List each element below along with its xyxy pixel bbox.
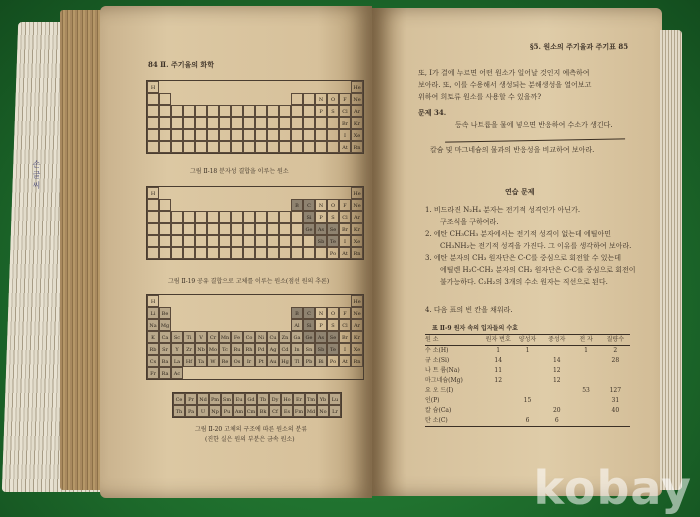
table-header: 원자 번호 — [485, 336, 511, 343]
right-header: §5. 원소의 주기율과 주기표 85 — [530, 42, 629, 51]
table-row — [425, 376, 630, 386]
table-cell — [484, 386, 513, 396]
table-cell — [484, 406, 513, 416]
exercise-1b: 구조식을 구하여라. — [440, 218, 499, 226]
table-cell: 11 — [494, 367, 503, 374]
table-cell — [484, 396, 513, 406]
exercise-3b: 에틸렌 H₂C-CH₂ 분자의 CH₂ 원자단은 C-C를 중심으로 회전이 — [440, 266, 636, 274]
table-cell: 2 — [613, 347, 618, 354]
table-header: 질량수 — [606, 336, 625, 343]
table-cell — [484, 416, 513, 426]
page-edges-right — [660, 30, 682, 490]
table-cell: 15 — [523, 397, 532, 404]
table-cell — [513, 386, 542, 396]
table-cell — [513, 376, 542, 386]
table-row — [425, 406, 630, 416]
handwritten-note: 칼슘 및 마그네슘의 물과의 반응성을 비교하여 보아라. — [430, 146, 595, 154]
table-cell: 6 — [554, 417, 559, 424]
exercise-3: 3. 에탄 분자의 CH₃ 원자단은 C-C를 중심으로 회전할 수 있는데 — [425, 254, 622, 262]
table-cell: 1 — [496, 347, 501, 354]
exercise-2: 2. 에탄 CH₃CH₃ 분자에서는 전기적 성격이 없는데 에틸아민 — [425, 230, 612, 238]
table-header: 원 소 — [425, 336, 439, 343]
table-cell: 수 소(H) — [425, 347, 449, 354]
table-cell: 14 — [494, 357, 503, 364]
exercise-1: 1. 비드라진 N₂H₄ 분자는 전기적 성격인가 아닌가. — [425, 206, 581, 214]
table-cell — [601, 366, 630, 376]
table-cell — [571, 396, 600, 406]
table-cell — [513, 406, 542, 416]
caption-3: 그림 Ⅱ-20 고체의 구조에 따른 원소의 분류 — [195, 426, 308, 433]
table-header: 전 자 — [579, 336, 593, 343]
table-row — [425, 396, 630, 406]
table-header: 양성자 — [518, 336, 537, 343]
table-row — [425, 356, 630, 366]
handwriting-margin: 손 글 씨 — [32, 160, 41, 190]
table-row — [425, 386, 630, 396]
table-cell — [513, 356, 542, 366]
periodic-table-3: H He Li Be B C N O F Ne Na Mg Al Si P S Cl Ar K Ca Sc Ti V Cr Mn Fe Co Ni Cu Zn Ga Ge As Se Br Kr Rb Sr Y Zr Nb Mo Tc Ru Rh Pd Ag Cd In Sn Sb Te I Xe Cs Ba La Hf Ta W Re Os Ir Pt Au Hg Tl Pb Bi Po At Rn Fr Ra Ac — [146, 294, 364, 380]
table-cell: 12 — [552, 377, 561, 384]
table-cell: 나 트 륨(Na) — [425, 367, 460, 374]
table-cell — [571, 366, 600, 376]
left-header: 84 Ⅱ. 주기율의 화학 — [148, 60, 214, 69]
caption-2: 그림 Ⅱ-19 공유 결합으로 고체를 이루는 원소(점선 원의 추론) — [168, 278, 330, 285]
periodic-table-2: H He B C N O F Ne Si P S Cl Ar Ge As Se Br Kr Sb Te I Xe Po At Rn — [146, 186, 364, 260]
table-title: 표 Ⅱ-9 원자 속의 입자들의 수효 — [432, 325, 518, 332]
table-cell: 6 — [525, 417, 530, 424]
question-34-text: 등속 나트륨을 물에 넣으면 반응하여 수소가 생긴다. — [455, 121, 613, 129]
table-cell — [601, 416, 630, 426]
watermark-logo: kobay — [533, 461, 692, 515]
table-cell: 1 — [525, 347, 530, 354]
table-cell: 규 소(Si) — [425, 357, 450, 364]
table-cell: 127 — [609, 387, 622, 394]
lanthanide-row: Ce Pr Nd Pm Sm Eu Gd Tb Dy Ho Er Tm Yb Lu Th Pa U Np Pu Am Cm Bk Cf Es Fm Md No Lr — [172, 392, 342, 418]
table-cell — [571, 376, 600, 386]
table-cell — [571, 416, 600, 426]
table-cell — [542, 396, 571, 406]
section-title: 연습 문제 — [505, 187, 535, 196]
particle-table — [425, 334, 630, 427]
exercise-4: 4. 다음 표의 빈 칸을 채워라. — [425, 306, 513, 314]
table-cell: 28 — [611, 357, 620, 364]
table-cell — [542, 346, 571, 356]
table-row — [425, 366, 630, 376]
table-cell: 20 — [552, 407, 561, 414]
caption-1: 그림 Ⅱ-18 분자성 결합을 이루는 원소 — [190, 168, 289, 175]
caption-3b: (진한 실은 원의 부분은 금속 원소) — [205, 436, 295, 443]
table-cell: 요 오 드(I) — [425, 387, 454, 394]
table-cell: 14 — [552, 357, 561, 364]
table-cell — [542, 386, 571, 396]
table-cell: 12 — [494, 377, 503, 384]
table-cell: 53 — [582, 387, 590, 394]
table-cell: 1 — [584, 347, 588, 354]
table-cell — [571, 406, 600, 416]
table-cell: 31 — [611, 397, 620, 404]
table-cell: 12 — [552, 367, 561, 374]
table-cell — [513, 366, 542, 376]
periodic-table-1: H He N O F Ne P S Cl Ar Br Kr I Xe At Rn — [146, 80, 364, 154]
table-cell: 40 — [611, 407, 620, 414]
paragraph-line-3: 위하여 희토류 원소를 사용할 수 있을까? — [418, 93, 542, 101]
paragraph-line-1: 또, I가 결에 누르면 어떤 원소가 일어날 것인지 예측하여 — [418, 69, 590, 77]
paragraph-line-2: 보아라. 또, 이를 수용해서 생성되는 분해생성을 열어보고 — [418, 81, 592, 89]
table-header: 중성자 — [548, 336, 566, 343]
table-cell — [571, 356, 600, 366]
table-cell: 인(P) — [425, 397, 440, 404]
table-cell: 마그네슘(Mg) — [425, 377, 463, 384]
table-cell: 칼 슘(Ca) — [425, 407, 452, 414]
exercise-2b: CH₃NH₂는 전기적 성격을 가진다. 그 이유를 생각하여 보아라. — [440, 242, 632, 250]
exercise-3c: 불가능하다. C₂H₂의 3개의 수소 원자는 직선으로 된다. — [440, 278, 608, 286]
table-row — [425, 416, 630, 426]
table-row — [425, 346, 630, 356]
table-cell: 탄 소(C) — [425, 417, 448, 424]
table-cell — [601, 376, 630, 386]
question-34-label: 문제 34. — [418, 108, 447, 117]
